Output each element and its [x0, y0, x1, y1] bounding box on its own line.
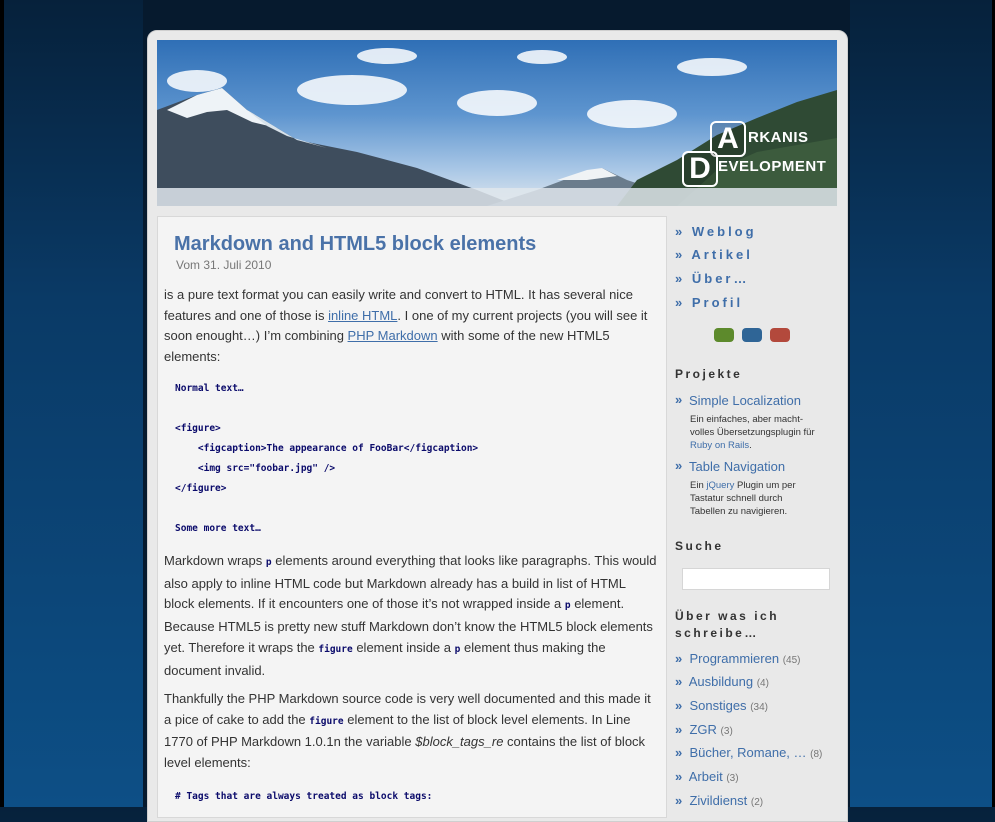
category-count: (8): [810, 749, 823, 760]
category-count: (3): [726, 773, 739, 784]
description-text: Plugin um per: [734, 480, 796, 491]
logo-letter-a: A: [710, 121, 746, 157]
post-title[interactable]: Markdown and HTML5 block elements: [174, 233, 537, 255]
category-name: Ausbildung: [688, 674, 754, 689]
chevron-icon: »: [675, 793, 683, 808]
nav-label: Profil: [691, 295, 744, 310]
chevron-icon: »: [675, 674, 683, 689]
chevron-icon: »: [675, 224, 686, 239]
logo-letter-d: D: [682, 151, 718, 187]
inline-code: figure: [318, 643, 353, 655]
chevron-icon: »: [675, 722, 683, 737]
category-name: Zivildienst: [689, 793, 748, 808]
category-count: (34): [750, 702, 768, 713]
category-name: Programmieren: [689, 651, 780, 666]
search-input[interactable]: [682, 568, 830, 590]
inline-code: p: [454, 643, 461, 655]
description-line: volles Übersetzungsplugin für: [690, 427, 815, 438]
project-description: [690, 479, 835, 518]
php-markdown-link[interactable]: PHP Markdown: [347, 328, 438, 344]
nav-label: Über…: [691, 271, 750, 286]
post-paragraph-1: [164, 285, 658, 368]
chevron-icon: »: [675, 271, 686, 286]
nav-profil[interactable]: [675, 295, 743, 310]
chevron-icon: »: [675, 458, 683, 473]
project-link-table-navigation[interactable]: Table Navigation: [689, 459, 786, 474]
code-line: Normal text…: [175, 383, 244, 394]
category-name: Bücher, Romane, …: [689, 745, 807, 760]
code-line: Some more text…: [175, 523, 261, 534]
code-line: <figure>: [175, 423, 221, 434]
chevron-icon: »: [675, 698, 683, 713]
post-paragraph-2: [164, 551, 658, 681]
category-count: (45): [782, 655, 801, 666]
category-item[interactable]: [675, 745, 822, 760]
project-description: [690, 413, 835, 452]
project-link-simple-localization[interactable]: Simple Localization: [689, 393, 802, 408]
category-item[interactable]: [675, 674, 769, 689]
chevron-icon: »: [675, 745, 683, 760]
code-line: <img src="foobar.jpg" />: [175, 463, 336, 474]
sidebar: [675, 216, 835, 816]
category-item[interactable]: [675, 651, 800, 666]
description-line: Tastatur schnell durch: [690, 493, 783, 504]
p2-text: element thus making the document invalid.: [164, 639, 606, 678]
p3-text: element to the list of block level elements. In Line 1770 of PHP Markdown 1.0.1n the variable: [164, 711, 631, 750]
post-paragraph-3: [164, 689, 658, 774]
projects-heading: Projekte: [675, 367, 743, 381]
p1-text: is a pure text format you can easily write and convert to HTML. It has several nice features and one of those is: [164, 287, 633, 323]
logo-word-top: RKANIS: [748, 129, 809, 146]
code-line: <figcaption>The appearance of FooBar</figcaption>: [175, 443, 479, 454]
category-name: Sonstiges: [689, 698, 747, 713]
p2-text: element. Because HTML5 is pretty new stuff Markdown don’t know the HTML5 block elements yet. Therefore it wraps the: [164, 596, 653, 655]
red-theme-button[interactable]: [770, 328, 790, 342]
nav-artikel[interactable]: [675, 247, 753, 262]
jquery-link[interactable]: jQuery: [706, 480, 735, 491]
description-line: Ein einfaches, aber macht-: [690, 414, 804, 425]
category-count: (4): [756, 678, 769, 689]
inline-html-link[interactable]: inline HTML: [328, 307, 398, 323]
description-text: Ein: [690, 480, 707, 491]
category-count: (2): [750, 797, 764, 808]
p1-text-3: with some of the new HTML5 elements:: [164, 328, 610, 365]
post-date: Vom 31. Juli 2010: [176, 258, 272, 272]
p3-text: contains the list of block level elements:: [164, 734, 646, 771]
inline-code: p: [265, 557, 272, 568]
description-line: Tabellen zu navigieren.: [690, 506, 788, 517]
green-theme-button[interactable]: [714, 328, 734, 342]
nav-label: Weblog: [691, 224, 757, 239]
blue-theme-button[interactable]: [742, 328, 762, 342]
category-name: ZGR: [689, 722, 717, 737]
window-border-left: [0, 0, 4, 807]
ruby-on-rails-link[interactable]: Ruby on Rails: [690, 440, 750, 451]
chevron-icon: »: [675, 769, 683, 784]
p3-text: Thankfully the PHP Markdown source code is very well documented and this made it a pice of cake to add the: [164, 691, 651, 727]
category-item[interactable]: [675, 722, 733, 737]
chevron-icon: »: [675, 392, 683, 407]
category-item[interactable]: [675, 698, 768, 713]
nav-label: Artikel: [691, 247, 753, 262]
topics-heading-line: Über was ich: [675, 609, 780, 623]
category-count: (3): [720, 726, 733, 737]
p2-text: elements around everything that looks like paragraphs. This would also apply to inline HTML code but Markdown already has a build in list of HTML block elements. If it encounters one of those it’s not wrapped inside a: [164, 553, 657, 612]
inline-code: figure: [309, 715, 344, 727]
chevron-icon: »: [675, 651, 683, 666]
category-item[interactable]: [675, 769, 739, 784]
topics-heading-line: schreibe…: [675, 626, 759, 640]
logo-word-bottom: EVELOPMENT: [718, 158, 827, 175]
description-text: .: [749, 440, 752, 451]
chevron-icon: »: [675, 295, 686, 310]
category-item[interactable]: [675, 793, 763, 808]
code-line: # Tags that are always treated as block tags:: [175, 791, 433, 802]
code-line: </figure>: [175, 483, 227, 494]
inline-code: p: [564, 600, 571, 612]
topics-heading: [675, 608, 779, 642]
category-name: Arbeit: [688, 769, 723, 784]
p2-text: element inside a: [352, 639, 455, 655]
variable-name: $block_tags_re: [415, 734, 504, 750]
p1-text-2: . I one of my current projects (you will see it soon enought…) I’m combining: [164, 307, 648, 344]
chevron-icon: »: [675, 247, 686, 262]
nav-weblog[interactable]: [675, 224, 757, 239]
p2-text: Markdown wraps: [164, 553, 266, 568]
search-heading: Suche: [675, 539, 724, 553]
nav-ueber[interactable]: [675, 271, 749, 286]
post-article: [157, 216, 667, 818]
